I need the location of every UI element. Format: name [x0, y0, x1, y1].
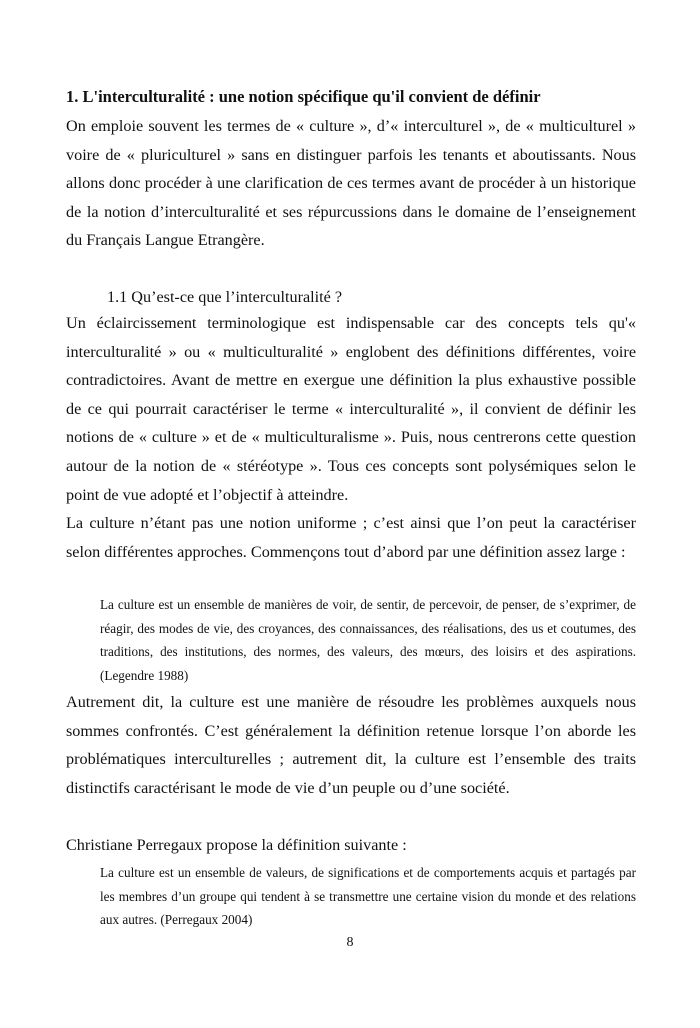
- paragraph-culture-definition: Autrement dit, la culture est une manière de résoudre les problèmes auxquels nous sommes confrontés. C’est généralement la définition retenue lorsque l’on aborde les problématiques interculturelles ; autrement dit, la culture est l’ensemble des traits distinctifs caractérisant le mode de vie d’un peuple ou d’une société.: [66, 693, 636, 797]
- intro-paragraph: On emploie souvent les termes de « culture », d’« interculturel », de « multiculturel » voire de « pluriculturel » sans en distinguer parfois les tenants et aboutissants. Nous allons donc procéder à une clarification de ces termes avant de procéder à un historique de la notion d’interculturalité et ses répurcussions dans le domaine de l’enseignement du Français Langue Etrangère.: [66, 117, 636, 250]
- paragraph-terminology: Un éclaircissement terminologique est indispensable car des concepts tels qu'« interculturalité » ou « multiculturalité » englobent des définitions différentes, voire contradictoires. Avant de mettre en exergue une définition la plus exhaustive possible de ce qui pourrait caractériser le terme « interculturalité », il convient de définir les notions de « culture » et de « multiculturalisme ». Puis, nous centrerons cette question autour de la notion de « stéréotype ». Tous ces concepts sont polysémiques selon le point de vue adopté et l’objectif à atteindre.: [66, 314, 636, 504]
- quote-perregaux: La culture est un ensemble de valeurs, de significations et de comportements acquis et partagés par les membres d’un groupe qui tendent à se transmettre une certaine vision du monde et des relations aux autres. (Perregaux 2004): [100, 865, 636, 928]
- subsection-heading: 1.1 Qu’est-ce que l’interculturalité ?: [107, 288, 343, 306]
- paragraph-perregaux-intro: Christiane Perregaux propose la définition suivante :: [66, 836, 407, 854]
- quote-legendre: La culture est un ensemble de manières de voir, de sentir, de percevoir, de penser, de s’exprimer, de réagir, des modes de vie, des croyances, des connaissances, des réalisations, des us et coutumes, des traditions, des institutions, des normes, des valeurs, des mœurs, des loisirs et des aspirations. (Legendre 1988): [100, 597, 636, 683]
- page-number: 8: [346, 935, 354, 950]
- paragraph-culture-approaches: La culture n’étant pas une notion uniforme ; c’est ainsi que l’on peut la caractériser selon différentes approches. Commençons tout d’abord par une définition assez large :: [66, 514, 636, 561]
- section-heading: 1. L'interculturalité : une notion spécifique qu'il convient de définir: [66, 87, 541, 106]
